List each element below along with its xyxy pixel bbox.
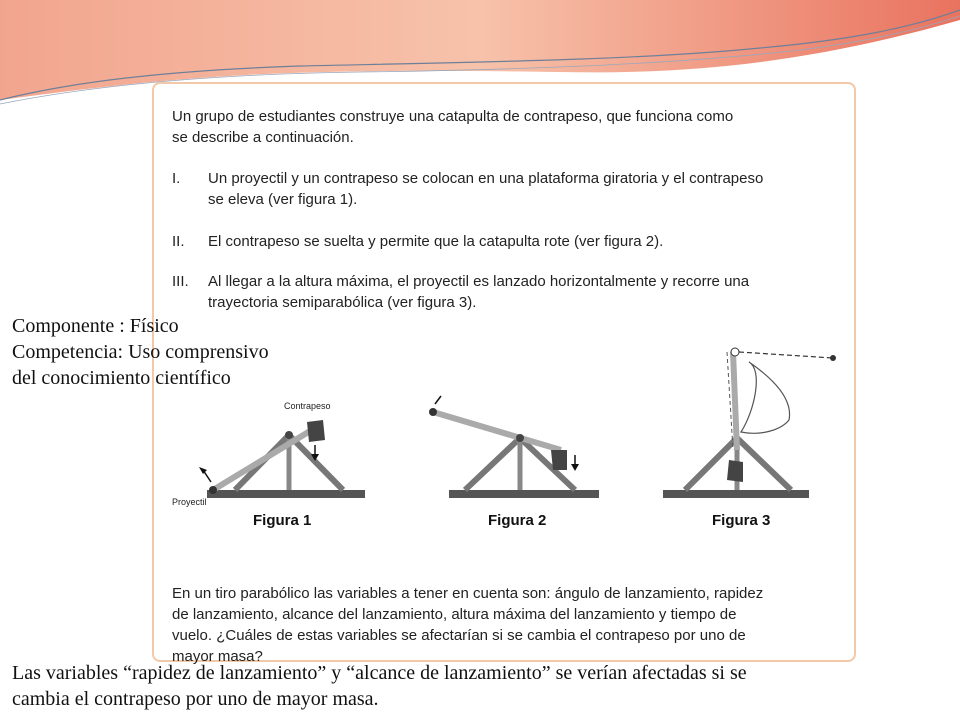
answer-line2: cambia el contrapeso por uno de mayor masa. <box>12 688 379 710</box>
closing-line1: En un tiro parabólico las variables a tener en cuenta son: ángulo de lanzamiento, rapidez <box>172 585 764 602</box>
label-contrapeso: Contrapeso <box>284 401 331 411</box>
step-number: I. <box>172 170 181 187</box>
figure-2-drawing <box>429 396 599 498</box>
step-text-line1: Al llegar a la altura máxima, el proyectil es lanzado horizontalmente y recorre una <box>208 273 750 290</box>
component-label: Componente : Físico <box>12 315 179 337</box>
answer-text <box>12 660 952 712</box>
figure-1-caption: Figura 1 <box>253 512 312 529</box>
competence-label-cont: del conocimiento científico <box>12 367 231 389</box>
step-text-line2: se eleva (ver figura 1). <box>208 191 358 208</box>
competence-label: Competencia: Uso comprensivo <box>12 341 269 363</box>
question-intro-line2: se describe a continuación. <box>172 129 354 146</box>
closing-line2: de lanzamiento, alcance del lanzamiento, altura máxima del lanzamiento y tiempo de <box>172 606 737 623</box>
step-number: III. <box>172 273 189 290</box>
figure-2-caption: Figura 2 <box>488 512 547 529</box>
closing-line4: mayor masa? <box>172 648 263 665</box>
answer-line1: Las variables “rapidez de lanzamiento” y “alcance de lanzamiento” se verían afectadas si se <box>12 662 747 684</box>
label-proyectil: Proyectil <box>172 497 207 507</box>
step-text-line1: El contrapeso se suelta y permite que la catapulta rote (ver figura 2). <box>208 233 664 250</box>
figure-3-drawing <box>663 348 836 498</box>
question-intro-line1: Un grupo de estudiantes construye una catapulta de contrapeso, que funciona como <box>172 108 734 125</box>
step-number: II. <box>172 233 185 250</box>
figure-3-caption: Figura 3 <box>712 512 771 529</box>
figure-1-drawing <box>199 420 365 498</box>
closing-line3: vuelo. ¿Cuáles de estas variables se afectarían si se cambia el contrapeso por uno de <box>172 627 746 644</box>
step-text-line1: Un proyectil y un contrapeso se colocan en una plataforma giratoria y el contrapeso <box>208 170 764 187</box>
side-note <box>12 313 269 391</box>
step-text-line2: trayectoria semiparabólica (ver figura 3). <box>208 294 477 311</box>
